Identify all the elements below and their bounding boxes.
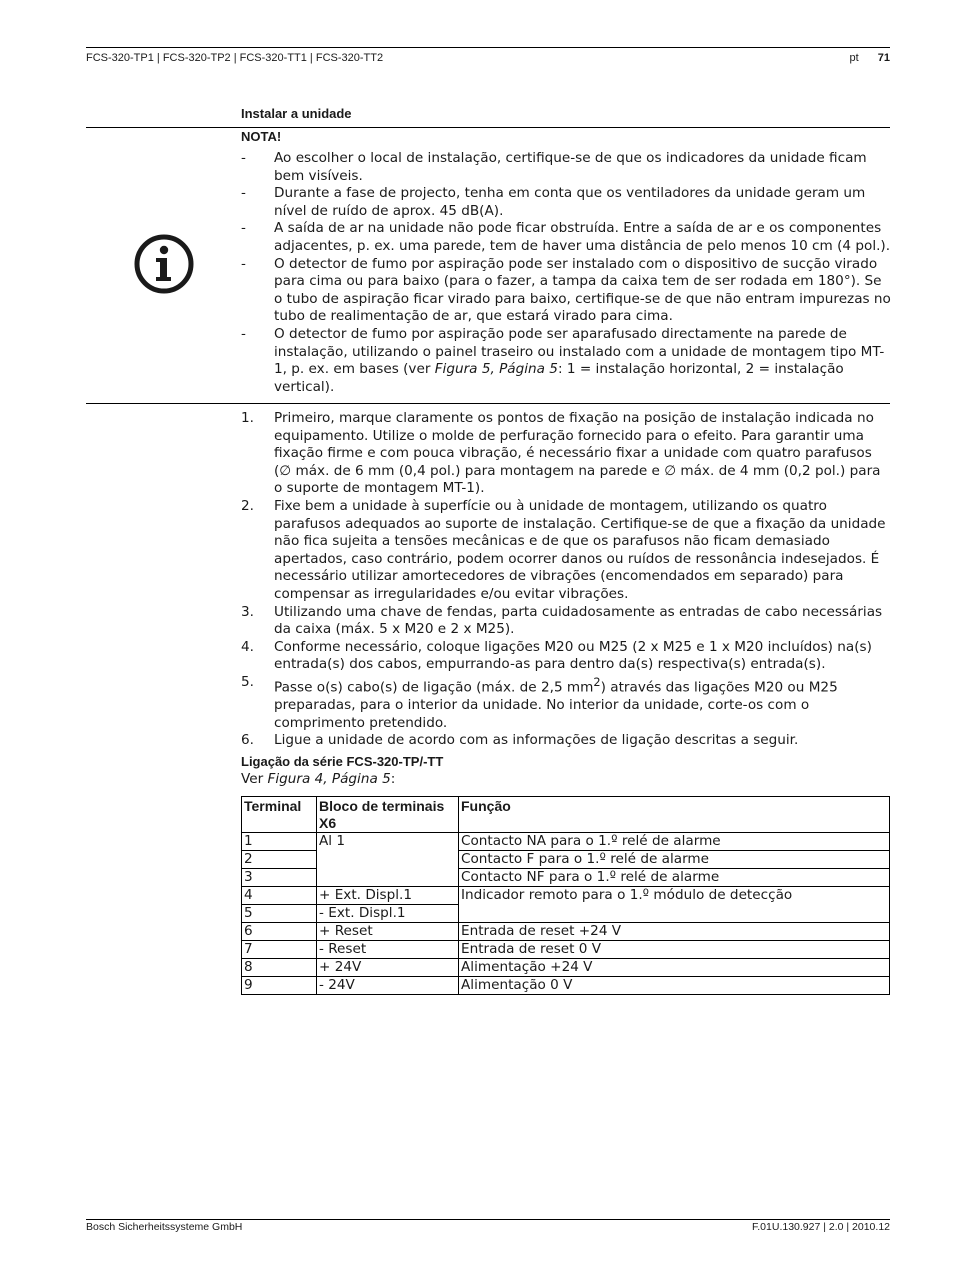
info-icon bbox=[134, 234, 194, 294]
block-cell: + 24V bbox=[317, 959, 459, 977]
header-models: FCS-320-TP1 | FCS-320-TP2 | FCS-320-TT1 | FCS-320-TT2 bbox=[86, 52, 384, 64]
note-item: - Durante a fase de projecto, tenha em conta que os ventiladores da unidade geram um nível de ruído de aprox. 45 dB(A). bbox=[241, 185, 866, 219]
block-cell: - 24V bbox=[317, 977, 459, 995]
terminal-cell: 5 bbox=[242, 905, 317, 923]
figure-reference: Figura 4, Página 5 bbox=[267, 771, 391, 787]
footer-company: Bosch Sicherheitssysteme GmbH bbox=[86, 1221, 243, 1233]
footer-rule bbox=[86, 1219, 890, 1220]
wiring-title: Ligação da série FCS-320-TP/-TT bbox=[241, 754, 444, 769]
note-top-rule bbox=[86, 127, 890, 128]
terminal-cell: 6 bbox=[242, 923, 317, 941]
note-item: - A saída de ar na unidade não pode ficar obstruída. Entre a saída de ar e os componentes adjacentes, p. ex. uma parede, tem de haver uma distância de pelo menos 10 cm (4 pol.). bbox=[241, 220, 891, 254]
installation-steps bbox=[241, 410, 891, 750]
table-row bbox=[242, 833, 890, 851]
function-cell: Alimentação 0 V bbox=[459, 977, 890, 995]
function-cell: Alimentação +24 V bbox=[459, 959, 890, 977]
step-item: 4. Conforme necessário, coloque ligações M20 ou M25 (2 x M25 e 1 x M20 incluídos) na(s) entrada(s) dos cabos, empurrando-as para dentro da(s) respectiva(s) entrada(s). bbox=[241, 638, 872, 673]
terminal-cell: 3 bbox=[242, 869, 317, 887]
function-cell: Entrada de reset 0 V bbox=[459, 941, 890, 959]
function-cell: Entrada de reset +24 V bbox=[459, 923, 890, 941]
terminal-cell: 2 bbox=[242, 851, 317, 869]
header-right bbox=[850, 52, 891, 64]
wiring-see-reference: Ver Figura 4, Página 5: bbox=[241, 771, 396, 787]
block-cell: + Reset bbox=[317, 923, 459, 941]
function-cell: Contacto F para o 1.º relé de alarme bbox=[459, 851, 890, 869]
note-bottom-rule bbox=[86, 403, 890, 404]
block-cell: Al 1 bbox=[317, 833, 459, 887]
column-header: Bloco de terminais X6 bbox=[317, 797, 459, 833]
table-row bbox=[242, 959, 890, 977]
header-rule bbox=[86, 47, 890, 48]
footer-doc-ref: F.01U.130.927 | 2.0 | 2010.12 bbox=[752, 1221, 890, 1233]
note-list bbox=[241, 150, 891, 396]
note-item: - O detector de fumo por aspiração pode ser aparafusado directamente na parede de instalação, utilizando o painel traseiro ou instalado com a unidade de montagem tipo MT-1, p. ex. em bases (ver Figura 5, Página 5: 1 = instalação horizontal, 2 = instalação vertical). bbox=[241, 325, 885, 395]
table-row bbox=[242, 923, 890, 941]
function-cell: Indicador remoto para o 1.º módulo de detecção bbox=[459, 887, 890, 923]
note-item: - Ao escolher o local de instalação, certifique-se de que os indicadores da unidade ficam bem visíveis. bbox=[241, 150, 867, 184]
column-header: Terminal bbox=[242, 797, 317, 833]
step-item: 6. Ligue a unidade de acordo com as informações de ligação descritas a seguir. bbox=[241, 732, 799, 749]
function-cell: Contacto NA para o 1.º relé de alarme bbox=[459, 833, 890, 851]
block-cell: - Ext. Displ.1 bbox=[317, 905, 459, 923]
note-label: NOTA! bbox=[241, 129, 282, 144]
terminal-cell: 4 bbox=[242, 887, 317, 905]
terminal-cell: 7 bbox=[242, 941, 317, 959]
block-cell: - Reset bbox=[317, 941, 459, 959]
block-cell: + Ext. Displ.1 bbox=[317, 887, 459, 905]
section-title: Instalar a unidade bbox=[241, 106, 352, 121]
column-header: Função bbox=[459, 797, 890, 833]
step-item: 5. Passe o(s) cabo(s) de ligação (máx. de 2,5 $mm^2$) através das ligações M20 ou M25 preparadas, para o interior da unidade. No interior da unidade, corte-os com o comprimento pretendido. bbox=[241, 673, 838, 731]
terminal-table bbox=[241, 796, 890, 995]
note-item: - O detector de fumo por aspiração pode ser instalado com o dispositivo de sucção virado para cima ou para baixo (para o fazer, a tampa da caixa tem de ser rodada em 180°). Se o tubo de aspiração ficar virado para baixo, certifique-se de que não entram impurezas no tubo de realimentação de ar, que estará virado para cima. bbox=[241, 255, 891, 325]
page-number: 71 bbox=[877, 52, 890, 64]
terminal-cell: 8 bbox=[242, 959, 317, 977]
terminal-cell: 1 bbox=[242, 833, 317, 851]
step-item: 3. Utilizando uma chave de fendas, parta cuidadosamente as entradas de cabo necessárias da caixa (máx. 5 x M20 e 2 x M25). bbox=[241, 603, 883, 638]
table-row bbox=[242, 887, 890, 905]
header-language: pt bbox=[849, 52, 859, 64]
terminal-cell: 9 bbox=[242, 977, 317, 995]
figure-reference: Figura 5, Página 5 bbox=[434, 361, 558, 378]
table-header-row bbox=[242, 797, 890, 833]
function-cell: Contacto NF para o 1.º relé de alarme bbox=[459, 869, 890, 887]
table-row bbox=[242, 941, 890, 959]
step-item: 1. Primeiro, marque claramente os pontos de fixação na posição de instalação indicada no equipamento. Utilize o molde de perfuração fornecido para o efeito. Para garantir uma fixação firme e com pouca vibração, é necessário fixar a unidade com quatro parafusos (∅ máx. de 6 mm (0,4 pol.) para montagem na parede e ∅ máx. de 4 mm (0,2 pol.) para o suporte de montagem MT-1). bbox=[241, 410, 881, 497]
table-row bbox=[242, 977, 890, 995]
step-item: 2. Fixe bem a unidade à superfície ou à unidade de montagem, utilizando os quatro parafusos adequados ao suporte de instalação. Certifique-se de que a fixação da unidade não fica sujeita a tensões mecânicas e de que os parafusos não ficam demasiado apertados, caso contrário, podem ocorrer danos ou ruídos de ressonância indesejados. É necessário utilizar amortecedores de vibrações (encomendados em separado) para compensar as irregularidades e/ou evitar vibrações. bbox=[241, 497, 886, 602]
